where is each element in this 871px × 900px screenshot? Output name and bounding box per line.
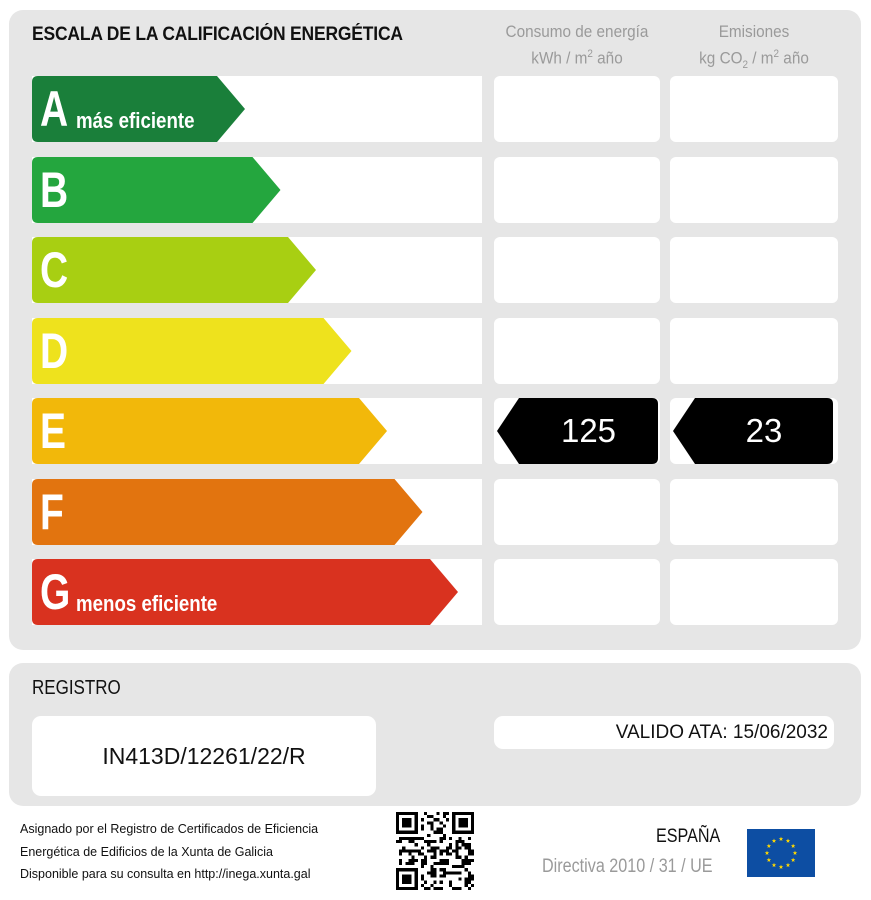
rating-letter: G — [40, 564, 71, 620]
rating-arrow-e — [32, 398, 387, 464]
footer-line-2: Energética de Edificios de la Xunta de Galicia — [20, 845, 273, 859]
energy-cell — [494, 318, 660, 384]
value-text: 125 — [560, 412, 617, 449]
rating-arrow-g — [32, 559, 458, 625]
rating-caption: más eficiente — [76, 108, 195, 133]
valid-until: VALIDO ATA: 15/06/2032 — [615, 722, 828, 743]
rating-arrow-a — [32, 76, 245, 142]
emissions-header-unit: kg $CO_2 / m^2$ año — [699, 48, 809, 72]
energy-header-unit: kWh / $m^2$ año — [531, 48, 623, 68]
rating-letter: A — [40, 81, 69, 137]
eu-flag-icon — [747, 829, 815, 877]
emissions-cell — [670, 76, 838, 142]
rating-arrow-b — [32, 157, 281, 223]
rating-letter: D — [40, 323, 69, 379]
energy-cell — [494, 479, 660, 545]
energy-header-line1: Consumo de energía — [505, 22, 649, 41]
rating-arrow-f — [32, 479, 423, 545]
emissions-value-tag — [673, 398, 833, 464]
registry-number: IN413D/12261/22/R — [102, 743, 306, 769]
footer-line-3: Disponible para su consulta en http://inega.xunta.gal — [20, 867, 311, 881]
emissions-cell — [670, 479, 838, 545]
registry-label: REGISTRO — [32, 677, 121, 699]
rating-letter: C — [40, 242, 69, 298]
energy-column-header — [502, 20, 651, 70]
emissions-column-header — [678, 20, 829, 77]
footer-line-1: Asignado por el Registro de Certificados de Eficiencia — [20, 822, 319, 836]
emissions-header-line1: Emisiones — [718, 22, 790, 41]
rating-letter: B — [40, 162, 69, 218]
rating-arrow-c — [32, 237, 316, 303]
emissions-cell — [670, 237, 838, 303]
scale-title: ESCALA DE LA CALIFICACIÓN ENERGÉTICA — [32, 24, 403, 45]
emissions-cell — [670, 559, 838, 625]
emissions-cell — [670, 157, 838, 223]
rating-caption: menos eficiente — [76, 591, 218, 616]
rating-letter: E — [40, 403, 67, 459]
energy-value-tag — [497, 398, 658, 464]
value-text: 23 — [745, 412, 783, 449]
qr-code-icon — [396, 812, 474, 890]
rating-letter: F — [40, 484, 64, 540]
rating-arrow-d — [32, 318, 352, 384]
energy-cell — [494, 237, 660, 303]
country-name: ESPAÑA — [656, 826, 721, 847]
energy-cell — [494, 76, 660, 142]
directive: Directiva 2010 / 31 / UE — [542, 856, 713, 877]
energy-cell — [494, 157, 660, 223]
energy-cell — [494, 559, 660, 625]
emissions-cell — [670, 318, 838, 384]
